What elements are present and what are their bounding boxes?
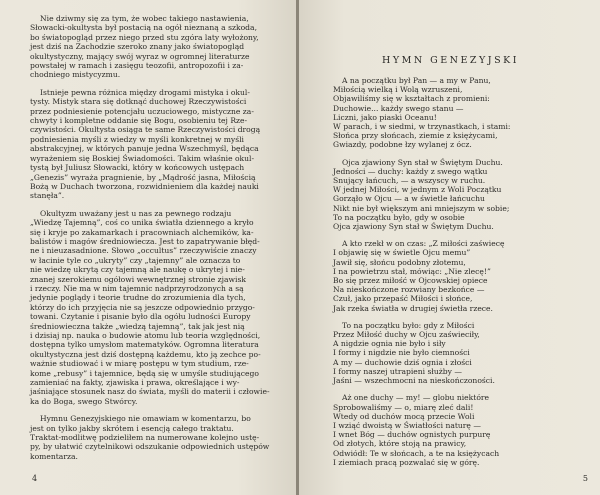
paragraph	[30, 414, 280, 461]
poem-line: Liczni, jako piaski Oceanu!	[333, 112, 437, 122]
text-line: „Wiedzę Tajemną”, coś co unika światła dziennego a kryło	[30, 218, 254, 228]
page-number-right: 5	[582, 474, 588, 483]
text-line: stanęła”.	[30, 191, 65, 201]
poem-line: Gorząło w Ojcu — a w świetle łańcuchu	[333, 194, 485, 204]
poem-line: Miłością wielką i Wolą wzruszeni,	[333, 85, 463, 95]
poem-stanza	[333, 239, 590, 313]
paragraph	[30, 14, 280, 80]
text-line: średniowieczna także „wiedzą tajemną”, tak jak jest nią	[30, 321, 245, 331]
text-line: i rzeczy. Nie ma w nim tajemnic nadprzyrodzonych a są	[30, 283, 244, 293]
poem-stanza	[333, 321, 590, 385]
left-page-text	[30, 14, 280, 461]
poem-line: Objawiliśmy się w kształtach z promieni:	[333, 94, 490, 104]
text-line: Okultyzm uważany jest u nas za pewnego rodzaju	[40, 208, 232, 218]
poem-line: Ojca zjawiony Syn stał w Świętym Duchu.	[342, 157, 503, 167]
paragraph	[30, 209, 280, 407]
poem-line: Duchowie... każdy swego stanu —	[333, 103, 464, 113]
text-line: chwyty i kompletne oddanie się Bogu, osobieniu tej Rze-	[30, 116, 248, 126]
right-page	[299, 0, 600, 495]
text-line: py, by ułatwić czytelnikowi odszukanie odpowiednich ustępów	[30, 442, 270, 452]
text-line: jest dziś na Zachodzie szeroko znany jako światopogląd	[30, 42, 245, 52]
poem-line: Sprobowaliśmy — o, miarę zleć dali!	[333, 402, 474, 412]
text-line: balistów i magów średniowiecza. Jest to zapatrywanie błęd-	[30, 236, 260, 246]
text-line: ka do Boga, swego Stwórcy.	[30, 396, 138, 406]
text-line: jest on tylko jakby skrótem i esencją całego traktatu.	[30, 423, 234, 433]
text-line: Słowacki-okultysta był postacią na ogół nieznaną a szkoda,	[30, 23, 257, 33]
text-line: ne i nieuzasadnione. Słowo „occultus” rzeczywiście znaczy	[30, 246, 257, 256]
text-line: Traktat-modlitwę podzieliłem na numerowane kolejno ustę-	[30, 433, 260, 443]
text-line: jaśniające stosunek nasz do świata, myśli do materii i człowie-	[30, 387, 270, 397]
text-line: chodniego mistycyzmu.	[30, 70, 121, 80]
poem-line: I na powietrzu stał, mówiąc: „Nie zlecę!”	[333, 266, 491, 276]
poem-title: HYMN GENEZYJSKI	[382, 55, 519, 66]
poem-line: Snujący łańcuch, — a wszyscy w ruchu.	[333, 176, 486, 186]
poem-line: I ziemiach pracą pozwalać się w górę.	[333, 457, 480, 467]
poem-line: Jak rzeka światła w drugiej świetła rzece.	[333, 303, 493, 313]
poem-line: A na początku był Pan — a my w Panu,	[342, 76, 491, 85]
text-line: Bożą w Duchach tworzona, rozwidnieniem dla każdej nauki	[30, 181, 259, 191]
poem-line: A kto rzekł w on czas: „Z miłości zaświecę	[342, 239, 505, 249]
poem-body	[333, 76, 590, 467]
text-line: podniesienia myśli z wiedzy w myśli konkretnej w myśli	[30, 134, 244, 144]
poem-line: A nigdzie ognia nie było i siły	[333, 339, 446, 349]
poem-line: Wtedy od duchów mocą przecie Woli	[333, 411, 475, 421]
poem-stanza	[333, 158, 590, 232]
left-page	[0, 0, 296, 495]
text-line: znanej szerokiemu ogółowi wewnętrznej stronie zjawisk	[30, 274, 246, 284]
poem-stanza	[333, 76, 590, 150]
text-line: nie wiedzę ukrytą czy tajemną ale naukę o ukrytej i nie-	[30, 265, 245, 275]
poem-line: Jaśni — wszechmocni na nieskończoności.	[333, 376, 495, 386]
text-line: Hymnu Genezyjskiego nie omawiam w komentarzu, bo	[40, 414, 251, 424]
text-line: okultystyczna jest dziś dostępną każdemu, kto ją zechce po-	[30, 349, 261, 359]
poem-line: Słońca przy słońcach, ziemie z księżycami,	[333, 131, 498, 141]
page-number-left: 4	[32, 474, 38, 483]
text-line: ważnie studiować i w miarę postępu w tym studium, rze-	[30, 359, 249, 369]
text-line: w łacinie tyle co „ukryty” czy „tajemny” ale oznacza to	[30, 255, 241, 265]
poem-line: Aż one duchy — my! — globu niektóre	[342, 393, 490, 403]
text-line: i dzisiaj np. nauka o budowie atomu lub teoria względności,	[30, 331, 261, 340]
text-line: „Genezis” wyraża pragnienie, by „Mądrość jasna, Miłością	[30, 172, 256, 182]
poem-line: To na początku było, gdy w osobie	[333, 212, 465, 222]
poem-line: I wnet Bóg — duchów ognistych purpurę	[333, 430, 491, 440]
text-line: komentarza.	[30, 451, 78, 461]
poem-line: Na nieskończone rozwiany bezkońce —	[333, 285, 485, 295]
text-line: którzy do ich przyjęcia nie są jeszcze odpowiednio przygo-	[30, 302, 255, 312]
poem-line: Bo się przez miłość w Ojcowskiej opiece	[333, 276, 488, 286]
poem-line: Od złotych, które stoją na prawicy,	[333, 439, 467, 449]
text-line: czywistości. Okultysta osiąga te same Rzeczywistości drogą	[30, 125, 261, 135]
poem-line: I formy naszej utrapieni służby —	[333, 366, 462, 376]
text-line: zamieniać na fakty, zjawiska i prawa, określające i wy-	[30, 378, 240, 388]
text-line: abstrakcyjnej, w których panuje jedna Wszechmyśl, będąca	[30, 144, 259, 154]
poem-line: Nikt nie był większym ani mniejszym w sobie;	[333, 203, 510, 213]
text-line: się i kryje po zakamarkach i pracowniach alchemików, ka-	[30, 227, 254, 237]
text-line: tystą był Juliusz Słowacki, który w końcowych ustępach	[30, 163, 245, 173]
text-line: towani. Czytanie i pisanie było dla ogółu ludności Europy	[30, 312, 251, 322]
poem-line: Gwiazdy, podobne łzy wylanej z ócz.	[333, 140, 472, 150]
paragraph	[30, 88, 280, 201]
poem-line: A my — duchowie dziś ognia i złości	[333, 357, 472, 367]
text-line: Nie dziwmy się za tym, że wobec takiego nastawienia,	[40, 14, 249, 23]
text-line: powstałej w ramach i zasięgu teozofii, antropozofii i za-	[30, 61, 244, 71]
poem-line: I objawię się w świetle Ojcu memu”	[333, 248, 471, 258]
text-line: jedynie poglądy i teorie trudne do zrozumienia dla tych,	[30, 293, 246, 303]
text-line: dostępna tylko umysłom matematyków. Ogromna literatura	[30, 340, 259, 350]
poem-line: I wziąć dwoistą w Światłości naturę —	[333, 420, 481, 430]
text-line: bo światopogląd przez niego przed stu zgóra laty wyłożony,	[30, 32, 259, 42]
text-line: kome „rebusy” i tajemnice, będą się w umyśle studiującego	[30, 368, 259, 378]
poem-line: Czuł, jako przepaść Miłości i słońce,	[333, 294, 473, 304]
poem-line: I formy i nigdzie nie było ciemności	[333, 348, 470, 358]
poem-line: Jawił się, słońcu podobny złotemu,	[333, 257, 466, 267]
text-line: Istnieje pewna różnica między drogami mistyka i okul-	[40, 87, 250, 97]
poem-line: To na początku było: gdy z Miłości	[342, 320, 475, 330]
text-line: przez podniesienie potencjału uczuciowego, mistyczne za-	[30, 106, 254, 116]
poem-line: Jedności — duchy: każdy z swego wątku	[333, 166, 488, 176]
text-line: tysty. Mistyk stara się dotknąć duchowej Rzeczywistości	[30, 97, 247, 107]
poem-line: Odwiódł: Te w słońcach, a te na księżycach	[333, 448, 500, 458]
text-line: okultystyczny, mający swój wyraz w ogromnej literaturze	[30, 51, 250, 61]
poem-stanza	[333, 393, 590, 467]
poem-line: W parach, i w siedmi, w trzynastkach, i stami:	[333, 122, 511, 132]
poem-line: W jednej Miłości, w jednym z Woli Początku	[333, 185, 502, 195]
poem-line: Przez Miłość duchy w Ojcu zaświeciły,	[333, 330, 480, 340]
text-line: wyrażeniem się Boskiej Świadomości. Takim właśnie okul-	[30, 153, 255, 163]
poem-line: Ojca zjawiony Syn stał w Świętym Duchu.	[333, 222, 494, 232]
